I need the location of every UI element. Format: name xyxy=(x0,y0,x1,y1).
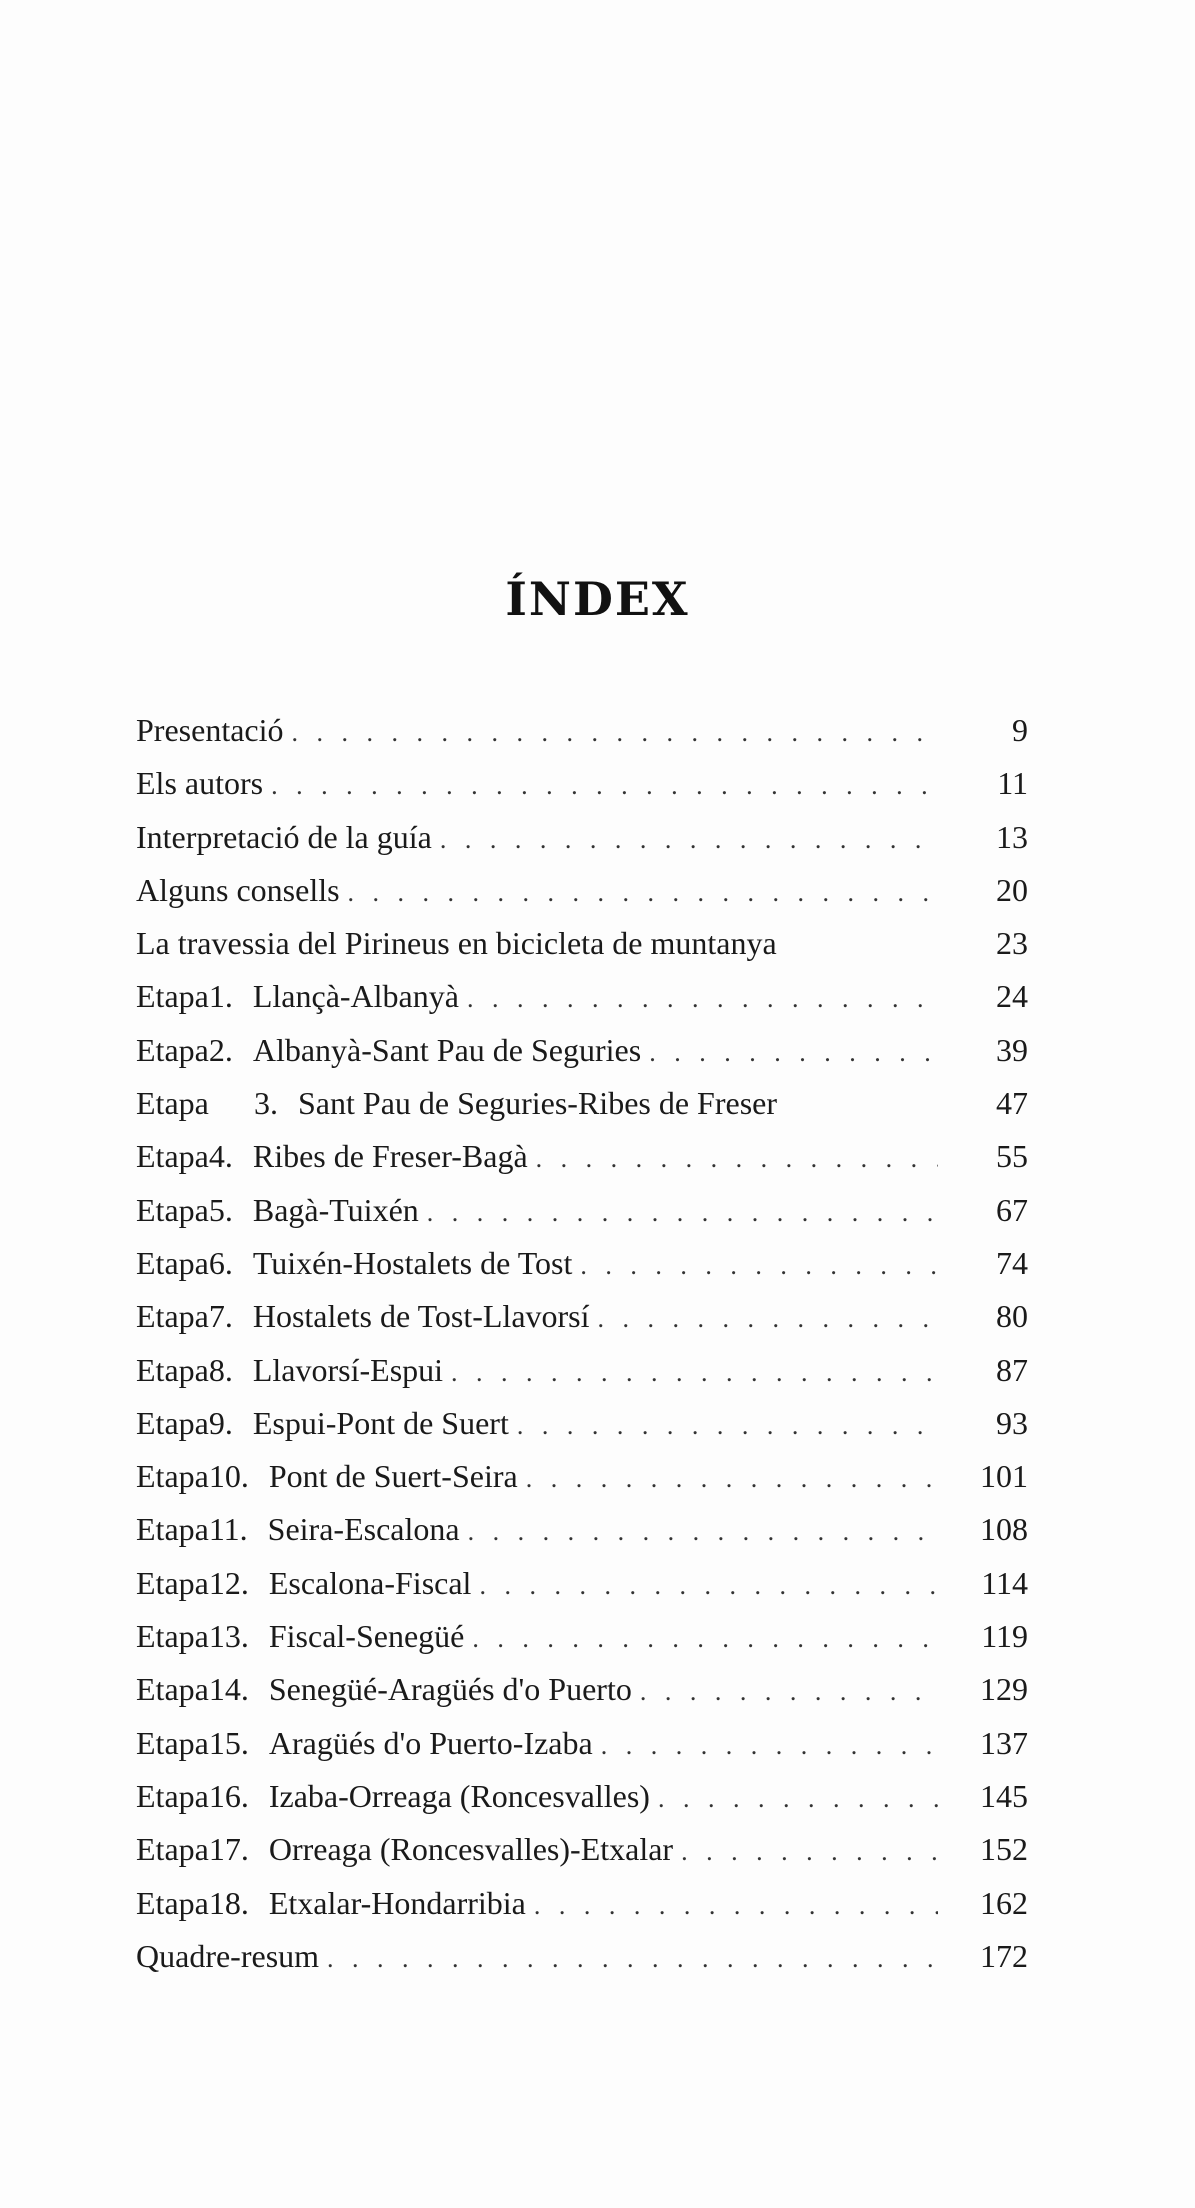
stage-prefix: Etapa xyxy=(136,1564,209,1601)
toc-entry-label xyxy=(136,1618,956,1655)
toc-entry-title: Ribes de Freser-Bagà xyxy=(252,1138,528,1175)
stage-number: 9. xyxy=(208,1404,233,1441)
toc-entry-label xyxy=(136,1565,956,1602)
page-number: 55 xyxy=(996,1138,1028,1175)
toc-entry-title: Senegüé-Aragüés d'o Puerto xyxy=(268,1671,632,1708)
dot-leader xyxy=(601,1731,938,1761)
toc-entry-label xyxy=(136,1938,956,1975)
toc-entry-label xyxy=(136,1405,956,1442)
toc-entry xyxy=(136,765,1028,818)
stage-number: 2. xyxy=(208,1031,233,1068)
toc-entry-title: Fiscal-Senegüé xyxy=(268,1618,465,1655)
dot-leader xyxy=(658,1784,938,1814)
stage-number: 6. xyxy=(208,1244,233,1281)
toc-entry-title: Izaba-Orreaga (Roncesvalles) xyxy=(268,1777,650,1814)
dot-leader xyxy=(681,1837,938,1867)
toc-entry xyxy=(136,872,1028,925)
toc-entry xyxy=(136,1778,1028,1831)
stage-number: 16. xyxy=(208,1777,249,1814)
page-number: 39 xyxy=(996,1031,1028,1068)
toc-entry xyxy=(136,712,1028,765)
toc-entry-title: Quadre-resum xyxy=(136,1937,320,1974)
dot-leader xyxy=(580,1251,938,1281)
toc-entry-title: Espui-Pont de Suert xyxy=(252,1404,509,1441)
page-number: 137 xyxy=(980,1724,1028,1761)
toc-entry xyxy=(136,1831,1028,1884)
toc-entry-title: Escalona-Fiscal xyxy=(268,1564,472,1601)
toc-entry-title: La travessia del Pirineus en bicicleta de muntanya xyxy=(136,925,777,962)
page-number: 87 xyxy=(996,1351,1028,1388)
page-number: 114 xyxy=(981,1564,1028,1601)
stage-prefix: Etapa xyxy=(136,1031,209,1068)
dot-leader xyxy=(348,878,938,908)
toc-entry-title: Els autors xyxy=(136,765,264,802)
stage-prefix: Etapa xyxy=(136,1724,209,1761)
dot-leader xyxy=(468,1517,938,1547)
page-title: ÍNDEX xyxy=(505,572,690,626)
dot-leader xyxy=(440,825,938,855)
toc-entry-label xyxy=(136,1885,956,1922)
toc-entry-label xyxy=(136,1671,956,1708)
stage-number: 7. xyxy=(208,1298,233,1335)
toc-entry-title: Albanyà-Sant Pau de Seguries xyxy=(252,1031,642,1068)
stage-prefix: Etapa xyxy=(136,1777,209,1814)
toc-entry xyxy=(136,1458,1028,1511)
dot-leader xyxy=(472,1624,938,1654)
toc-entry xyxy=(136,1352,1028,1405)
page-number: 162 xyxy=(980,1884,1028,1921)
dot-leader xyxy=(271,771,938,801)
toc-entry-label xyxy=(136,1511,956,1548)
toc-entry xyxy=(136,1085,1028,1138)
toc-entry xyxy=(136,925,1028,978)
page-number: 23 xyxy=(996,925,1028,962)
stage-prefix: Etapa xyxy=(136,1298,209,1335)
stage-number: 8. xyxy=(208,1351,233,1388)
stage-prefix: Etapa xyxy=(136,1351,209,1388)
page-number: 24 xyxy=(996,978,1028,1015)
toc-entry-label xyxy=(136,1138,956,1175)
dot-leader xyxy=(327,1944,938,1974)
page-number: 119 xyxy=(981,1618,1028,1655)
stage-prefix: Etapa xyxy=(136,1244,209,1281)
dot-leader xyxy=(451,1358,938,1388)
toc-entry xyxy=(136,1138,1028,1191)
toc-entry-label xyxy=(136,1352,956,1389)
toc-entry xyxy=(136,1938,1028,1991)
toc-entry-title: Sant Pau de Seguries-Ribes de Freser xyxy=(298,1085,778,1122)
toc-entry-title: Hostalets de Tost-Llavorsí xyxy=(252,1298,590,1335)
stage-number: 1. xyxy=(208,978,233,1015)
page-number: 74 xyxy=(996,1244,1028,1281)
page-number: 152 xyxy=(980,1831,1028,1868)
toc-entry-label xyxy=(136,819,956,856)
toc-entry-label xyxy=(136,1032,956,1069)
page-number: 129 xyxy=(980,1671,1028,1708)
stage-number: 17. xyxy=(208,1831,249,1868)
toc-entry-title: Pont de Suert-Seira xyxy=(268,1458,518,1495)
toc-entry xyxy=(136,1245,1028,1298)
stage-prefix: Etapa xyxy=(136,1671,209,1708)
toc-entry-title: Interpretació de la guía xyxy=(136,818,432,855)
stage-prefix: Etapa xyxy=(136,1831,209,1868)
toc-entry xyxy=(136,1725,1028,1778)
stage-number: 3. xyxy=(254,1085,278,1122)
page-number: 93 xyxy=(996,1404,1028,1441)
page-number: 145 xyxy=(980,1777,1028,1814)
dot-leader xyxy=(536,1144,938,1174)
stage-number: 11. xyxy=(208,1511,248,1548)
stage-number: 5. xyxy=(208,1191,233,1228)
toc-entry xyxy=(136,1192,1028,1245)
page-number: 67 xyxy=(996,1191,1028,1228)
stage-number: 15. xyxy=(208,1724,249,1761)
page-number: 80 xyxy=(996,1298,1028,1335)
toc-entry xyxy=(136,1298,1028,1351)
stage-number: 18. xyxy=(208,1884,249,1921)
page-number: 11 xyxy=(997,765,1028,802)
toc-entry-title: Orreaga (Roncesvalles)-Etxalar xyxy=(268,1831,674,1868)
dot-leader xyxy=(292,718,939,748)
stage-prefix: Etapa xyxy=(136,1511,209,1548)
dot-leader xyxy=(598,1304,938,1334)
page-number: 108 xyxy=(980,1511,1028,1548)
toc-entry xyxy=(136,1671,1028,1724)
toc-entry-title: Llavorsí-Espui xyxy=(252,1351,444,1388)
toc-entry xyxy=(136,1032,1028,1085)
toc-entry-label xyxy=(136,978,956,1015)
toc-entry-label xyxy=(136,1458,956,1495)
toc-entry-label xyxy=(136,1192,956,1229)
toc-entry-title: Tuixén-Hostalets de Tost xyxy=(252,1244,573,1281)
toc-entry-label xyxy=(136,1245,956,1282)
stage-prefix: Etapa xyxy=(136,1138,209,1175)
stage-prefix: Etapa xyxy=(136,1404,209,1441)
stage-prefix: Etapa xyxy=(136,978,209,1015)
toc-entry-label xyxy=(136,872,956,909)
toc-entry-title: Llançà-Albanyà xyxy=(252,978,459,1015)
dot-leader xyxy=(649,1038,938,1068)
page-number: 13 xyxy=(996,818,1028,855)
toc-entry xyxy=(136,1405,1028,1458)
toc-entry-title: Alguns consells xyxy=(136,871,340,908)
dot-leader xyxy=(534,1891,938,1921)
toc-entry-label xyxy=(136,1298,956,1335)
toc-entry xyxy=(136,1885,1028,1938)
toc-entry-label xyxy=(136,1085,956,1122)
toc-entry-label xyxy=(136,1725,956,1762)
page-number: 101 xyxy=(980,1458,1028,1495)
dot-leader xyxy=(427,1198,938,1228)
dot-leader xyxy=(467,984,938,1014)
toc-entry xyxy=(136,1618,1028,1671)
stage-prefix: Etapa xyxy=(136,1884,209,1921)
toc-entry xyxy=(136,819,1028,872)
dot-leader xyxy=(479,1571,938,1601)
dot-leader xyxy=(517,1411,938,1441)
toc-entry xyxy=(136,978,1028,1031)
stage-prefix: Etapa xyxy=(136,1458,209,1495)
stage-number: 14. xyxy=(208,1671,249,1708)
toc-entry-label xyxy=(136,1831,956,1868)
dot-leader xyxy=(526,1464,938,1494)
page-number: 9 xyxy=(1012,712,1028,748)
toc-entry-label xyxy=(136,712,956,749)
toc-entry-title: Seira-Escalona xyxy=(267,1511,460,1548)
page-number: 172 xyxy=(980,1937,1028,1974)
stage-prefix: Etapa xyxy=(136,1618,209,1655)
toc-entry-title: Aragüés d'o Puerto-Izaba xyxy=(268,1724,593,1761)
stage-number: 13. xyxy=(208,1618,249,1655)
toc-entry-title: Etxalar-Hondarribia xyxy=(268,1884,526,1921)
toc-entry-title: Presentació xyxy=(136,712,284,748)
toc-entry-title: Bagà-Tuixén xyxy=(252,1191,419,1228)
dot-leader xyxy=(640,1677,938,1707)
stage-number: 4. xyxy=(208,1138,233,1175)
toc-entry-label xyxy=(136,765,956,802)
table-of-contents xyxy=(136,712,1028,1991)
page-number: 20 xyxy=(996,871,1028,908)
toc-entry-label xyxy=(136,1778,956,1815)
page-number: 47 xyxy=(996,1085,1028,1122)
toc-entry xyxy=(136,1565,1028,1618)
stage-prefix: Etapa xyxy=(136,1085,209,1122)
stage-prefix: Etapa xyxy=(136,1191,209,1228)
stage-number: 10. xyxy=(208,1458,249,1495)
toc-entry-label xyxy=(136,925,956,962)
stage-number: 12. xyxy=(208,1564,249,1601)
toc-entry xyxy=(136,1511,1028,1564)
